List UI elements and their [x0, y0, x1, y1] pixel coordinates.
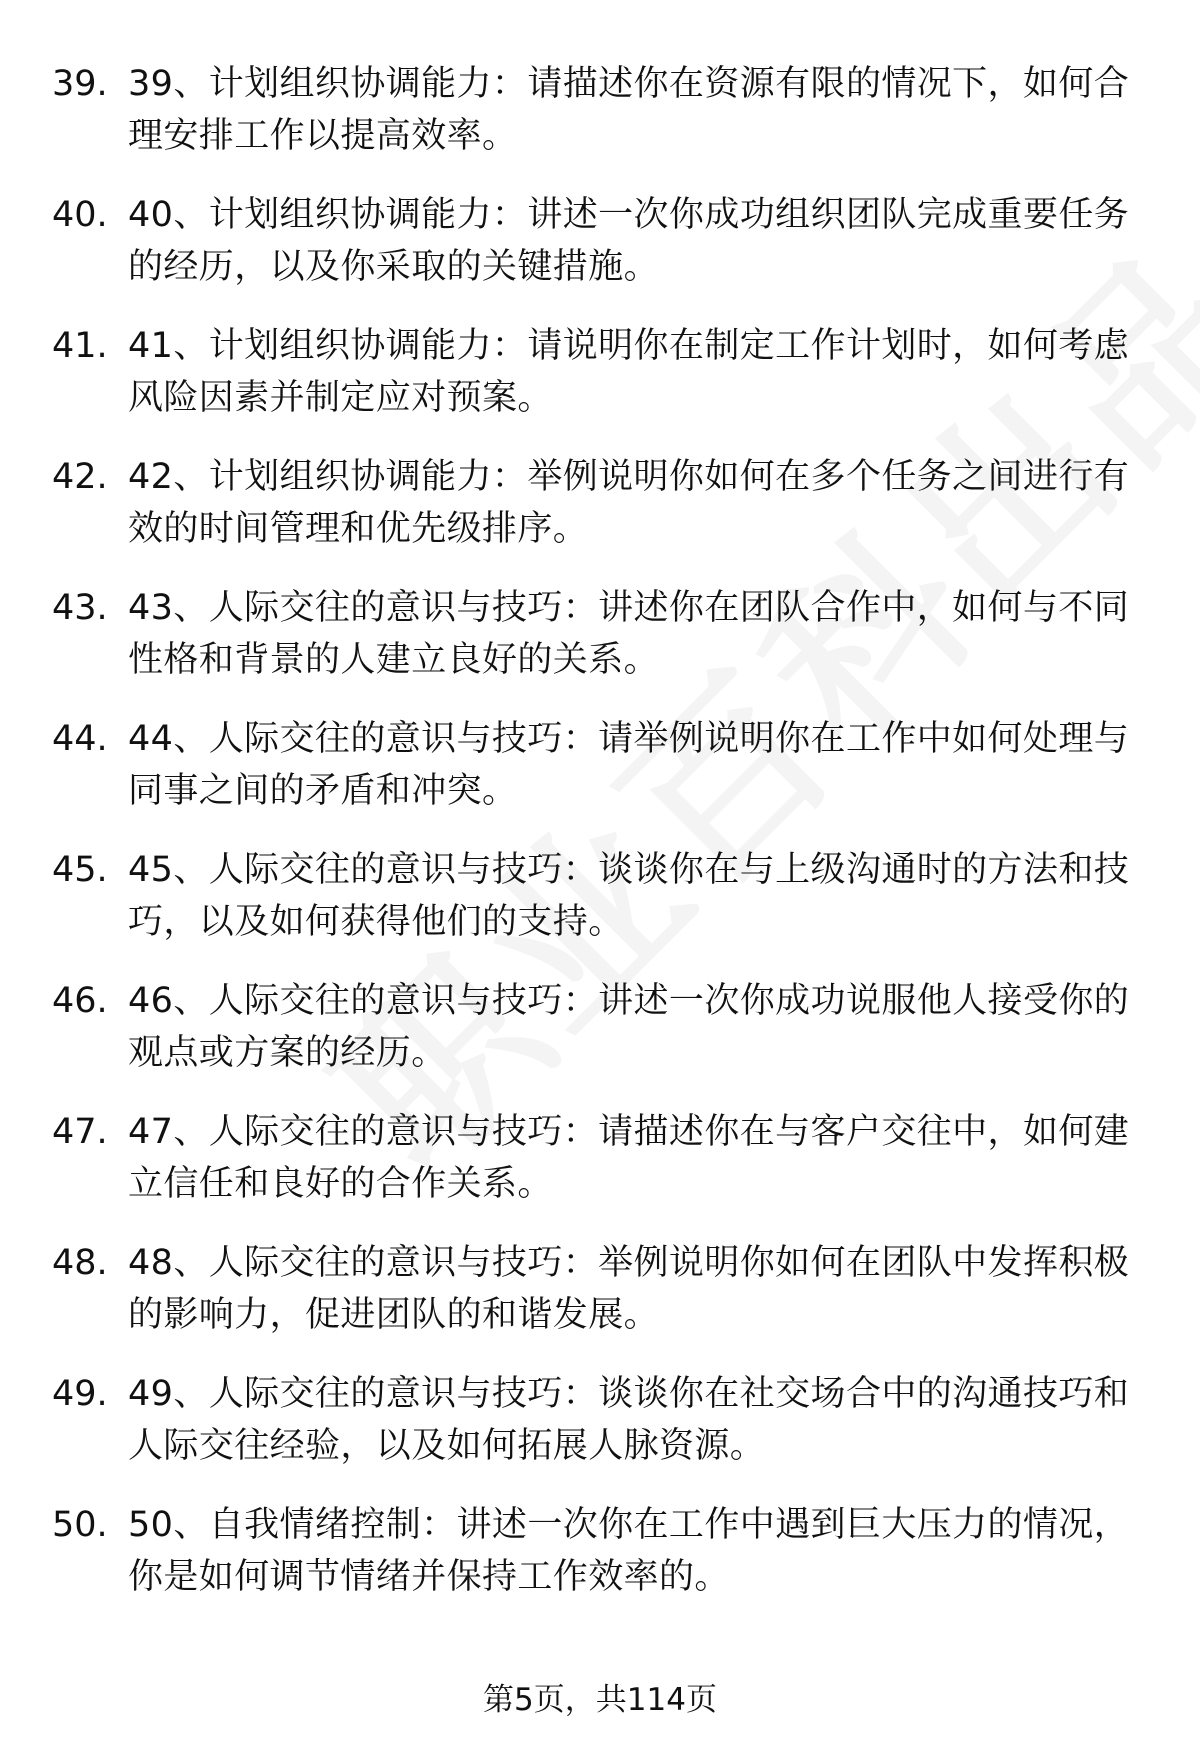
item-number: 40. [52, 195, 108, 235]
item-number: 50. [52, 1505, 108, 1545]
item-number: 48. [52, 1243, 108, 1283]
list-item [0, 1499, 1200, 1630]
item-text: 43、人际交往的意识与技巧：讲述你在团队合作中，如何与不同性格和背景的人建立良好的关系。 [128, 588, 1130, 680]
item-text: 50、自我情绪控制：讲述一次你在工作中遇到巨大压力的情况，你是如何调节情绪并保持工作效率的。 [128, 1505, 1130, 1597]
question-list [0, 58, 1200, 1630]
list-item [0, 1106, 1200, 1237]
list-item [0, 58, 1200, 189]
page-footer [0, 1680, 1200, 1720]
list-item [0, 1237, 1200, 1368]
item-text: 48、人际交往的意识与技巧：举例说明你如何在团队中发挥积极的影响力，促进团队的和谐发展。 [128, 1243, 1130, 1335]
item-number: 43. [52, 588, 108, 628]
item-number: 46. [52, 981, 108, 1021]
item-number: 44. [52, 719, 108, 759]
list-item [0, 451, 1200, 582]
item-number: 42. [52, 457, 108, 497]
item-number: 49. [52, 1374, 108, 1414]
item-number: 41. [52, 326, 108, 366]
list-item [0, 320, 1200, 451]
item-text: 46、人际交往的意识与技巧：讲述一次你成功说服他人接受你的观点或方案的经历。 [128, 981, 1130, 1073]
list-item [0, 844, 1200, 975]
item-text: 42、计划组织协调能力：举例说明你如何在多个任务之间进行有效的时间管理和优先级排序。 [128, 457, 1130, 549]
item-text: 39、计划组织协调能力：请描述你在资源有限的情况下，如何合理安排工作以提高效率。 [128, 64, 1130, 156]
item-text: 45、人际交往的意识与技巧：谈谈你在与上级沟通时的方法和技巧，以及如何获得他们的支持。 [128, 850, 1130, 942]
list-item [0, 975, 1200, 1106]
list-item [0, 582, 1200, 713]
item-text: 41、计划组织协调能力：请说明你在制定工作计划时，如何考虑风险因素并制定应对预案。 [128, 326, 1130, 418]
item-text: 44、人际交往的意识与技巧：请举例说明你在工作中如何处理与同事之间的矛盾和冲突。 [128, 719, 1130, 811]
page-number-label: 第5页，共114页 [483, 1682, 717, 1718]
item-number: 45. [52, 850, 108, 890]
list-item [0, 189, 1200, 320]
list-item [0, 713, 1200, 844]
item-text: 40、计划组织协调能力：讲述一次你成功组织团队完成重要任务的经历，以及你采取的关键措施。 [128, 195, 1130, 287]
item-text: 47、人际交往的意识与技巧：请描述你在与客户交往中，如何建立信任和良好的合作关系。 [128, 1112, 1130, 1204]
list-item [0, 1368, 1200, 1499]
item-text: 49、人际交往的意识与技巧：谈谈你在社交场合中的沟通技巧和人际交往经验，以及如何拓展人脉资源。 [128, 1374, 1130, 1466]
item-number: 39. [52, 64, 108, 104]
item-number: 47. [52, 1112, 108, 1152]
